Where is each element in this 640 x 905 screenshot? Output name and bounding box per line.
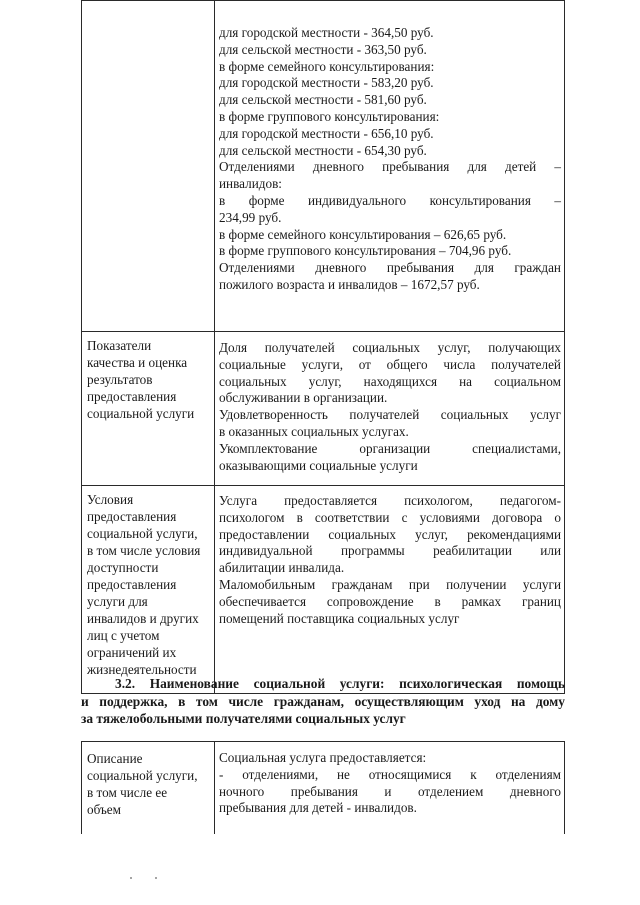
service-description-label bbox=[82, 742, 215, 835]
label-line: Показатели bbox=[87, 338, 152, 353]
text-line: для городской местности - 364,50 руб. bbox=[219, 25, 434, 40]
text-line: 234,99 руб. bbox=[219, 209, 282, 225]
text-line: в форме семейного консультирования – 626,65 руб. bbox=[219, 226, 507, 242]
text-line: помещений поставщика социальных услуг bbox=[219, 610, 460, 626]
text-line: в форме семейного консультирования: bbox=[219, 58, 435, 74]
text-line: Отделениями дневного пребывания для граждан bbox=[219, 260, 561, 276]
text-line: для сельской местности - 363,50 руб. bbox=[219, 41, 427, 57]
text-line: Удовлетворенность получателей социальных услуг bbox=[219, 407, 561, 423]
row1-label-cell bbox=[82, 1, 215, 332]
label-line: услуги для bbox=[87, 594, 148, 609]
scan-speck bbox=[130, 877, 132, 879]
label-line: объем bbox=[87, 802, 121, 817]
text-line: Маломобильным гражданам при получении услуги bbox=[219, 576, 561, 592]
text-line: в форме группового консультирования: bbox=[219, 108, 440, 124]
service-description-text bbox=[215, 742, 565, 835]
tariff-cell bbox=[215, 1, 565, 332]
text-line: социальных услуг, находящихся на социальном bbox=[219, 373, 561, 389]
text-line: - отделениями, не относящимися к отделениям bbox=[219, 766, 561, 782]
text-line: социальные услуги, от общего числа получателей bbox=[219, 356, 561, 372]
text-line: индивидуальной программы реабилитации или bbox=[219, 543, 561, 559]
label-line: предоставления bbox=[87, 577, 177, 592]
label-line: лиц с учетом bbox=[87, 628, 160, 643]
label-line: жизнедеятельности bbox=[87, 662, 197, 677]
text-line: обеспечивается сопровождение в рамках границ bbox=[219, 593, 561, 609]
text-line: Доля получателей социальных услуг, получающих bbox=[219, 340, 561, 355]
table-row bbox=[82, 742, 565, 835]
services-table bbox=[81, 0, 565, 694]
text-line: ночного пребывания и отделением дневного bbox=[219, 783, 561, 799]
text-line: пожилого возраста и инвалидов – 1672,57 руб. bbox=[219, 276, 480, 292]
text-line: для городской местности - 656,10 руб. bbox=[219, 125, 434, 141]
label-line: в том числе условия bbox=[87, 543, 201, 558]
label-line: социальной услуги, bbox=[87, 526, 198, 541]
label-line: социальной услуги bbox=[87, 406, 195, 421]
quality-indicators-label bbox=[82, 332, 215, 486]
label-line: инвалидов и других bbox=[87, 611, 199, 626]
text-line: в форме индивидуального консультирования – bbox=[219, 192, 561, 208]
text-line: Услуга предоставляется психологом, педагогом- bbox=[219, 493, 561, 508]
text-line: в оказанных социальных услугах. bbox=[219, 423, 409, 439]
table-row bbox=[82, 486, 565, 694]
label-line: предоставления bbox=[87, 509, 177, 524]
text-line: инвалидов: bbox=[219, 176, 282, 192]
label-line: социальной услуги, bbox=[87, 768, 198, 783]
service-conditions-text bbox=[215, 486, 565, 694]
text-line: для городской местности - 583,20 руб. bbox=[219, 75, 434, 91]
text-line: для сельской местности - 581,60 руб. bbox=[219, 92, 427, 108]
text-line: Отделениями дневного пребывания для детей – bbox=[219, 159, 561, 175]
label-line: в том числе ее bbox=[87, 785, 168, 800]
label-line: качества и оценка bbox=[87, 355, 188, 370]
text-line: обслуживании в организации. bbox=[219, 390, 388, 406]
quality-indicators-text bbox=[215, 332, 565, 486]
table-row bbox=[82, 332, 565, 486]
section-heading bbox=[81, 675, 565, 728]
text-line: оказывающими социальные услуги bbox=[219, 457, 418, 473]
text-line: Укомплектование организации специалистами, bbox=[219, 440, 561, 456]
scan-speck bbox=[155, 877, 157, 879]
text-line: абилитации инвалида. bbox=[219, 560, 345, 576]
text-line: в форме группового консультирования – 704,96 руб. bbox=[219, 243, 512, 259]
heading-line: 3.2. Наименование социальной услуги: психологическая помощь bbox=[115, 676, 565, 691]
label-line: доступности bbox=[87, 560, 159, 575]
service-conditions-label bbox=[82, 486, 215, 694]
text-line: для сельской местности - 654,30 руб. bbox=[219, 142, 427, 158]
label-line: ограничений их bbox=[87, 645, 177, 660]
label-line: Условия bbox=[87, 492, 134, 507]
text-line: Социальная услуга предоставляется: bbox=[219, 750, 427, 765]
text-line: психологом в соответствии с условиями договора о bbox=[219, 509, 561, 525]
label-line: результатов bbox=[87, 372, 153, 387]
label-line: Описание bbox=[87, 751, 143, 766]
table-row bbox=[82, 1, 565, 332]
heading-line: и поддержка, в том числе гражданам, осуществляющим уход на дому bbox=[81, 693, 565, 709]
label-line: предоставления bbox=[87, 389, 177, 404]
text-line: предоставлении социальных услуг, рекомендациями bbox=[219, 526, 561, 542]
text-line: пребывания для детей - инвалидов. bbox=[219, 800, 417, 816]
service-description-table bbox=[81, 741, 565, 834]
heading-line: за тяжелобольными получателями социальных услуг bbox=[81, 711, 406, 726]
